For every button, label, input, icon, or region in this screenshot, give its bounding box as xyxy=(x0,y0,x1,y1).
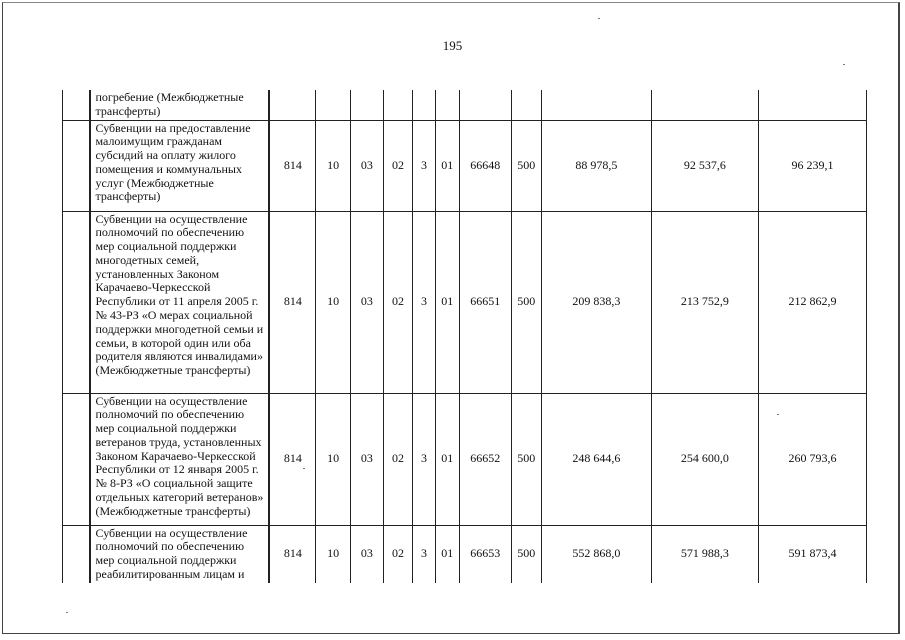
cell-amount-year-1: 209 838,3 xyxy=(541,211,651,393)
cell-expense-type-code: 500 xyxy=(511,120,541,211)
cell-index xyxy=(63,120,90,211)
cell-amount-year-1: 248 644,6 xyxy=(541,393,651,525)
cell-program-code: 02 xyxy=(383,120,412,211)
scan-speck xyxy=(66,612,68,613)
cell-direction-code: 01 xyxy=(435,393,459,525)
cell-amount-year-2: 571 988,3 xyxy=(651,525,758,583)
table-row xyxy=(63,90,867,120)
cell-section-code: 10 xyxy=(316,211,350,393)
table-body xyxy=(63,90,867,583)
cell-expense-type-code xyxy=(511,90,541,120)
cell-ministry-code xyxy=(269,90,316,120)
cell-amount-year-2: 213 752,9 xyxy=(651,211,758,393)
cell-section-code xyxy=(316,90,350,120)
cell-subprogram-code xyxy=(413,90,436,120)
cell-subsection-code: 03 xyxy=(350,120,383,211)
table-row xyxy=(63,393,867,525)
cell-description: Субвенции на осуществление полномочий по обеспечению мер социальной поддержки ветеранов труда, установленных Законом Карачаево-Черкесской Республики от 12 января 2005 г. № 8-РЗ «О социальной защите отдельных категорий ветеранов» (Межбюджетные трансферты) xyxy=(90,393,270,525)
cell-ministry-code: 814 xyxy=(269,525,316,583)
cell-subprogram-code: 3 xyxy=(413,393,436,525)
cell-amount-year-3 xyxy=(758,90,866,120)
budget-table xyxy=(62,90,867,583)
scan-speck xyxy=(303,468,305,469)
cell-index xyxy=(63,90,90,120)
cell-index xyxy=(63,525,90,583)
cell-program-code: 02 xyxy=(383,525,412,583)
cell-description: Субвенции на предоставление малоимущим гражданам субсидий на оплату жилого помещения и коммунальных услуг (Межбюджетные трансферты) xyxy=(90,120,270,211)
cell-index xyxy=(63,211,90,393)
cell-ministry-code: 814 xyxy=(269,211,316,393)
cell-program-code xyxy=(383,90,412,120)
cell-description: Субвенции на осуществление полномочий по обеспечению мер социальной поддержки многодетных семей, установленных Законом Карачаево-Черкесской Республики от 11 апреля 2005 г. № 43-РЗ «О мерах социальной поддержки многодетной семьи и семьи, в которой один или оба родителя являются инвалидами» (Межбюджетные трансферты) xyxy=(90,211,270,393)
cell-description: погребение (Межбюджетные трансферты) xyxy=(90,90,270,120)
cell-expense-type-code: 500 xyxy=(511,393,541,525)
cell-direction-code: 01 xyxy=(435,120,459,211)
cell-target-article-code xyxy=(459,90,511,120)
cell-expense-type-code: 500 xyxy=(511,525,541,583)
cell-subprogram-code: 3 xyxy=(413,525,436,583)
cell-amount-year-3: 212 862,9 xyxy=(758,211,866,393)
cell-amount-year-2: 254 600,0 xyxy=(651,393,758,525)
cell-target-article-code: 66651 xyxy=(459,211,511,393)
cell-amount-year-3: 591 873,4 xyxy=(758,525,866,583)
cell-expense-type-code: 500 xyxy=(511,211,541,393)
cell-direction-code: 01 xyxy=(435,211,459,393)
cell-amount-year-3: 260 793,6 xyxy=(758,393,866,525)
table-row xyxy=(63,525,867,583)
cell-program-code: 02 xyxy=(383,211,412,393)
table-row xyxy=(63,120,867,211)
scan-speck xyxy=(598,18,600,19)
cell-amount-year-1 xyxy=(541,90,651,120)
cell-ministry-code: 814 xyxy=(269,393,316,525)
cell-index xyxy=(63,393,90,525)
cell-amount-year-1: 552 868,0 xyxy=(541,525,651,583)
cell-section-code: 10 xyxy=(316,393,350,525)
cell-subsection-code: 03 xyxy=(350,393,383,525)
cell-subprogram-code: 3 xyxy=(413,120,436,211)
cell-program-code: 02 xyxy=(383,393,412,525)
cell-ministry-code: 814 xyxy=(269,120,316,211)
cell-amount-year-2 xyxy=(651,90,758,120)
cell-subsection-code xyxy=(350,90,383,120)
page-number: 195 xyxy=(442,38,463,53)
cell-amount-year-1: 88 978,5 xyxy=(541,120,651,211)
cell-subprogram-code: 3 xyxy=(413,211,436,393)
cell-description: Субвенции на осуществление полномочий по обеспечению мер социальной поддержки реабилитированным лицам и xyxy=(90,525,270,583)
cell-section-code: 10 xyxy=(316,120,350,211)
scan-speck xyxy=(843,64,845,65)
cell-amount-year-3: 96 239,1 xyxy=(758,120,866,211)
cell-direction-code: 01 xyxy=(435,525,459,583)
cell-amount-year-2: 92 537,6 xyxy=(651,120,758,211)
cell-target-article-code: 66653 xyxy=(459,525,511,583)
cell-subsection-code: 03 xyxy=(350,211,383,393)
cell-section-code: 10 xyxy=(316,525,350,583)
table-row xyxy=(63,211,867,393)
cell-subsection-code: 03 xyxy=(350,525,383,583)
cell-direction-code xyxy=(435,90,459,120)
cell-target-article-code: 66648 xyxy=(459,120,511,211)
cell-target-article-code: 66652 xyxy=(459,393,511,525)
scan-speck xyxy=(777,414,779,415)
